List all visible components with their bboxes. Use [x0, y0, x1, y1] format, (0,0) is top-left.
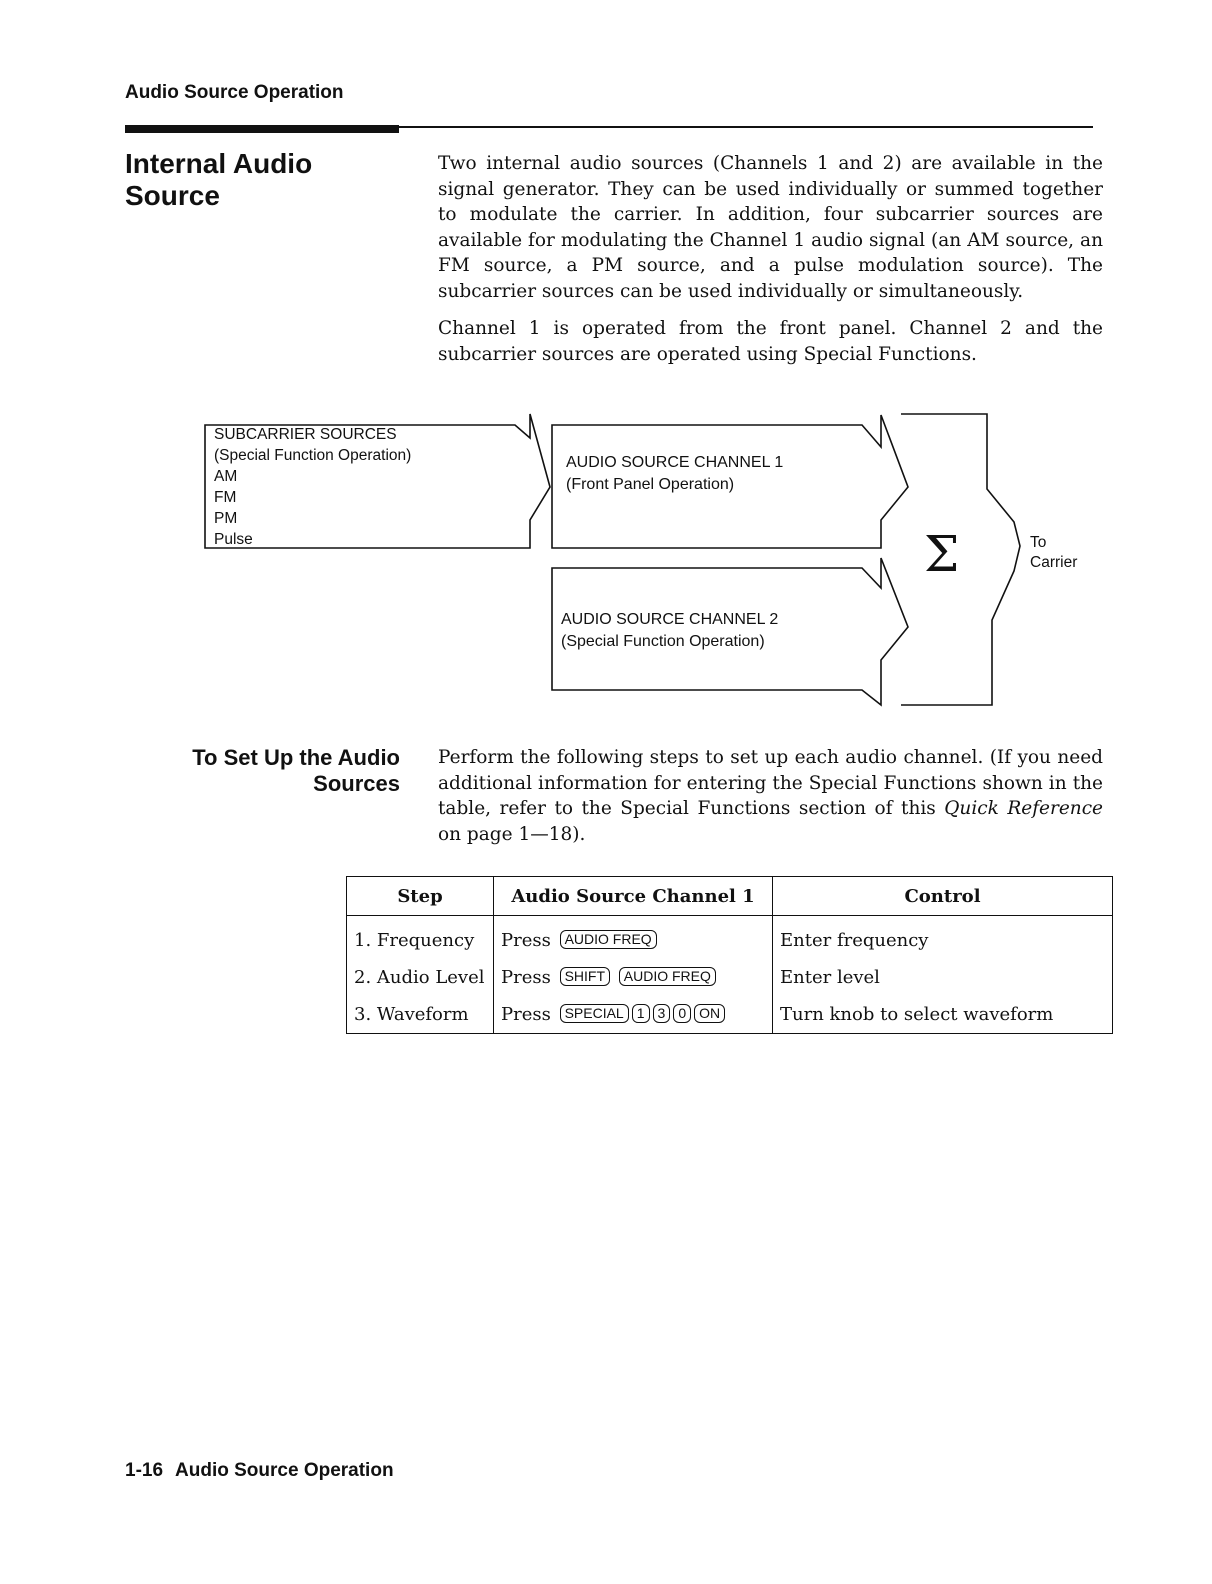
control-cell: Enter frequency	[773, 916, 1113, 960]
subcarrier-title: SUBCARRIER SOURCES	[214, 426, 397, 443]
audio-freq-key: AUDIO FREQ	[560, 930, 657, 949]
table-row	[347, 996, 1113, 1034]
control-cell: Enter level	[773, 959, 1113, 996]
setup-table	[346, 876, 1113, 1034]
setup-text-end: on page 1—18).	[438, 823, 586, 845]
running-header: Audio Source Operation	[125, 82, 344, 103]
subcarrier-item: AM	[214, 468, 238, 485]
channel1-subtitle: (Front Panel Operation)	[566, 476, 735, 493]
setup-paragraph	[438, 745, 1103, 847]
table-header-step: Step	[347, 877, 494, 916]
output-label-line2: Carrier	[1030, 554, 1078, 571]
subsection-title-line1: To Set Up the Audio	[192, 745, 400, 770]
table-header-control: Control	[773, 877, 1113, 916]
summer-block	[901, 414, 1020, 705]
channel2-title: AUDIO SOURCE CHANNEL 2	[561, 611, 779, 628]
subcarrier-label	[214, 424, 411, 550]
setup-text: Perform the following steps to set up each audio channel. (If you need additional information for entering the Special Functions shown in the table, refer to the Special Functions section of this	[438, 747, 1103, 819]
press-text: Press	[501, 967, 551, 988]
footer-title: Audio Source Operation	[175, 1460, 394, 1481]
page-number: 1-16	[125, 1460, 164, 1481]
subcarrier-item: PM	[214, 510, 238, 527]
action-cell	[494, 959, 773, 996]
step-cell: 2. Audio Level	[347, 959, 494, 996]
channel2-label	[561, 609, 778, 653]
control-cell: Turn knob to select waveform	[773, 996, 1113, 1034]
press-text: Press	[501, 1004, 551, 1025]
table-row	[347, 959, 1113, 996]
table-row	[347, 916, 1113, 960]
subcarrier-item: FM	[214, 489, 237, 506]
audio-freq-key: AUDIO FREQ	[619, 967, 716, 986]
digit-1-key: 1	[632, 1004, 650, 1023]
table-header-channel: Audio Source Channel 1	[494, 877, 773, 916]
subsection-title	[150, 745, 400, 797]
action-cell	[494, 916, 773, 960]
digit-0-key: 0	[673, 1004, 691, 1023]
shift-key: SHIFT	[560, 967, 610, 986]
action-cell	[494, 996, 773, 1034]
channel2-subtitle: (Special Function Operation)	[561, 633, 765, 650]
subcarrier-subtitle: (Special Function Operation)	[214, 447, 412, 464]
output-label	[1030, 533, 1077, 573]
sum-symbol: Σ	[924, 525, 960, 583]
special-key: SPECIAL	[560, 1004, 629, 1023]
setup-italic: Quick Reference	[944, 798, 1104, 819]
subcarrier-item: Pulse	[214, 531, 253, 548]
operation-paragraph: Channel 1 is operated from the front panel. Channel 2 and the subcarrier sources are operated using Special Functions.	[438, 318, 1103, 365]
intro-paragraph: Two internal audio sources (Channels 1 and 2) are available in the signal generator. They can be used individually or summed together to modulate the carrier. In addition, four subcarrier sources are available for modulating the Channel 1 audio signal (an AM source, an FM source, a PM source, and a pulse modulation source). The subcarrier sources can be used individually or simultaneously.	[438, 153, 1103, 302]
on-key: ON	[694, 1004, 725, 1023]
step-cell: 1. Frequency	[347, 916, 494, 960]
page-footer	[125, 1460, 394, 1482]
digit-3-key: 3	[653, 1004, 671, 1023]
step-cell: 3. Waveform	[347, 996, 494, 1034]
section-title: Internal Audio Source	[125, 148, 313, 211]
subsection-title-line2: Sources	[313, 771, 400, 796]
press-text: Press	[501, 930, 551, 951]
channel1-label	[566, 452, 783, 496]
channel1-title: AUDIO SOURCE CHANNEL 1	[566, 454, 784, 471]
output-label-line1: To	[1030, 534, 1047, 551]
